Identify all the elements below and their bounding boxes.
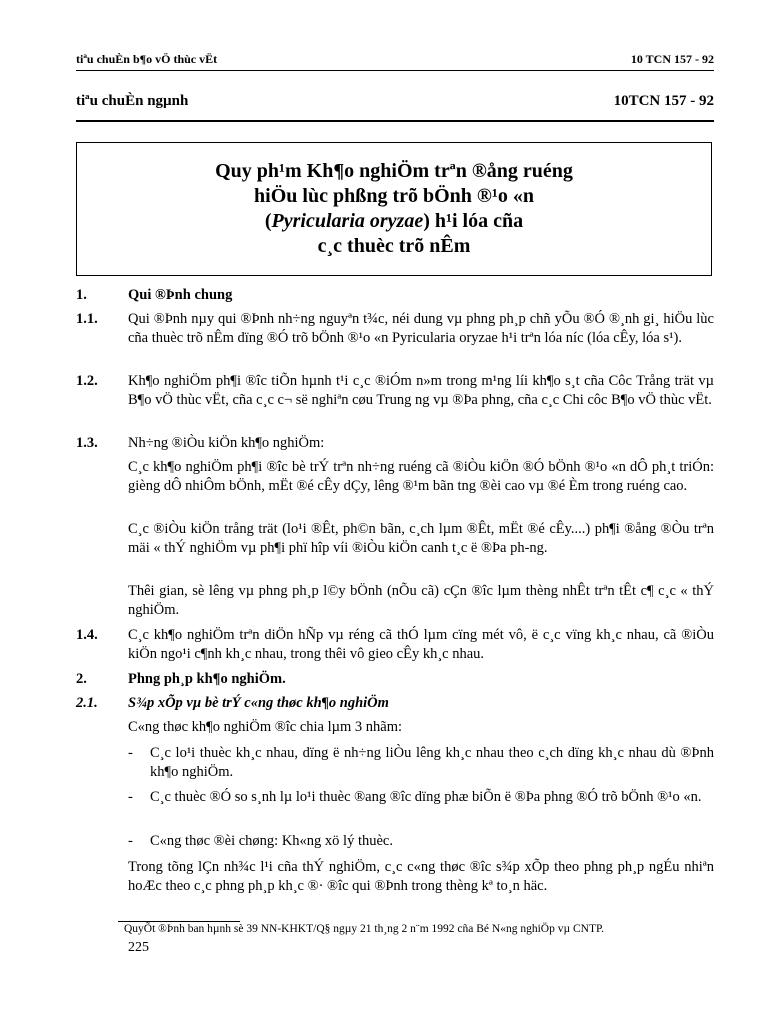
title-paren: (: [264, 210, 272, 232]
section-text: C¸c kh¶o nghiÖm trªn diÖn hÑp vµ réng cã thÓ lµm cïng mét vô, ë c¸c vïng kh¸c nhau, cã ®iÒu kiÖn ngo¹i c¶nh kh¸c nhau, trong thêi vô gieo cÊy kh¸c nhau.: [128, 627, 714, 662]
standard-header-rule: [76, 120, 714, 122]
section-2-1: [76, 694, 714, 713]
standard-header-left: tiªu chuÈn ngµnh: [76, 93, 189, 109]
section-1-3: [76, 434, 714, 453]
paragraph: C«ng thøc kh¶o nghiÖm ®îc chia lµm 3 nhãm:: [128, 719, 403, 735]
section-heading: S¾p xÕp vµ bè trÝ c«ng thøc kh¶o nghiÖm: [128, 695, 389, 711]
section-1: [76, 286, 714, 305]
header-rule: [76, 70, 714, 71]
standard-header: [76, 93, 714, 110]
section-heading: Phng ph¸p kh¶o nghiÖm.: [128, 671, 286, 687]
section-number: 1.2.: [76, 373, 98, 389]
running-header-left: tiªu chuÈn b¶o vÖ thùc vËt: [76, 52, 218, 66]
list-item: [128, 832, 714, 851]
title-line-3-rest: ) h¹i lóa cña: [423, 210, 524, 232]
standard-header-right: 10TCN 157 - 92: [613, 93, 714, 109]
section-1-1: [76, 310, 714, 347]
running-header-right: 10 TCN 157 - 92: [630, 52, 714, 66]
running-header: [76, 52, 714, 67]
paragraph: C¸c ®iÒu kiÖn trång trät (lo¹i ®Êt, ph©n bãn, c¸ch lµm ®Êt, mËt ®é cÊy....) ph¶i ®ång ®Òu trªn mäi « thÝ nghiÖm vµ ph¶i phï hîp víi ®iÒu kiÖn canh t¸c ë ®Þa ph-ng.: [128, 521, 714, 556]
title-line-3: [265, 209, 523, 234]
section-text: Nh÷ng ®iÒu kiÖn kh¶o nghiÖm:: [128, 435, 325, 451]
title-line-2: hiÖu lùc phßng trõ bÖnh ®¹o «n: [254, 185, 534, 207]
paragraph: Trong tõng lÇn nh¾c l¹i cña thÝ nghiÖm, c¸c c«ng thøc ®îc s¾p xÕp theo phng ph¸p ngÉu nhiªn hoÆc theo c¸c phng ph¸p kh¸c ®· ®îc qui ®Þnh trong thèng kª to¸n häc.: [128, 859, 714, 894]
section-number: 1.1.: [76, 311, 98, 327]
section-2: [76, 670, 714, 689]
list-item-text: C¸c thuèc ®Ó so s¸nh lµ lo¹i thuèc ®ang ®îc dïng phæ biÕn ë ®Þa phng ®Ó trõ bÖnh ®¹o «n.: [150, 789, 702, 805]
section-number: 2.: [76, 671, 87, 687]
section-number: 2.1.: [76, 695, 98, 711]
title-line-1: Quy ph¹m Kh¶o nghiÖm trªn ®ång ruéng: [215, 160, 573, 182]
title-species: Pyricularia oryzae: [271, 210, 424, 232]
section-text: Qui ®Þnh nµy qui ®Þnh nh÷ng nguyªn t¾c, néi dung vµ phng ph¸p chñ yÕu ®Ó ®¸nh gi¸ hiÖu lùc cña thuèc trõ nÊm dïng ®Ó trõ bÖnh ®¹o «n Pyricularia oryzae h¹i trªn lóa níc (lóa cÊy, lóa s¹).: [128, 311, 714, 346]
paragraph: C¸c kh¶o nghiÖm ph¶i ®îc bè trÝ trªn nh÷ng ruéng cã ®iÒu kiÖn ®Ó bÖnh ®¹o «n dÔ ph¸t triÓn: gièng dÔ nhiÔm bÖnh, mËt ®é cÊy dÇy, lêng ®¹m bãn tng ®èi cao vµ ®é Èm trong ruéng cao.: [128, 459, 714, 494]
dash-bullet: -: [128, 833, 133, 849]
section-text: Kh¶o nghiÖm ph¶i ®îc tiÕn hµnh t¹i c¸c ®iÓm n»m trong m¹ng líi kh¶o s¸t cña Côc Trång trät vµ B¶o vÖ thùc vËt, cña c¸c c¬ së nghiªn cøu Trung ng vµ ®Þa phng, cña c¸c Chi côc B¶o vÖ thùc vËt.: [128, 373, 714, 408]
list-item-text: C«ng thøc ®èi chøng: Kh«ng xö lý thuèc.: [150, 833, 393, 849]
dash-bullet: -: [128, 745, 133, 761]
section-1-2: [76, 372, 714, 409]
title-box: [76, 142, 712, 276]
dash-bullet: -: [128, 789, 133, 805]
paragraph: Thêi gian, sè lêng vµ phng ph¸p l©y bÖnh (nÕu cã) cÇn ®îc lµm thèng nhÊt trªn tÊt c¶ c¸c « thÝ nghiÖm.: [128, 583, 714, 618]
section-1-4: [76, 626, 714, 663]
section-number: 1.: [76, 287, 87, 303]
title-line-4: c¸c thuèc trõ nÊm: [317, 235, 471, 257]
list-item: [128, 788, 714, 807]
list-item: [128, 744, 714, 781]
section-heading: Qui ®Þnh chung: [128, 287, 233, 303]
list-item-text: C¸c lo¹i thuèc kh¸c nhau, dïng ë nh÷ng liÒu lêng kh¸c nhau theo c¸ch dïng kh¸c nhau dù ®Þnh kh¶o nghiÖm.: [150, 745, 714, 780]
section-number: 1.3.: [76, 435, 98, 451]
page-number: 225: [128, 940, 149, 955]
section-number: 1.4.: [76, 627, 98, 643]
footnote: QuyÕt ®Þnh ban hµnh sè 39 NN-KHKT/Q§ ngµy 21 th¸ng 2 n¨m 1992 cña Bé N«ng nghiÖp vµ CNTP.: [124, 923, 604, 935]
